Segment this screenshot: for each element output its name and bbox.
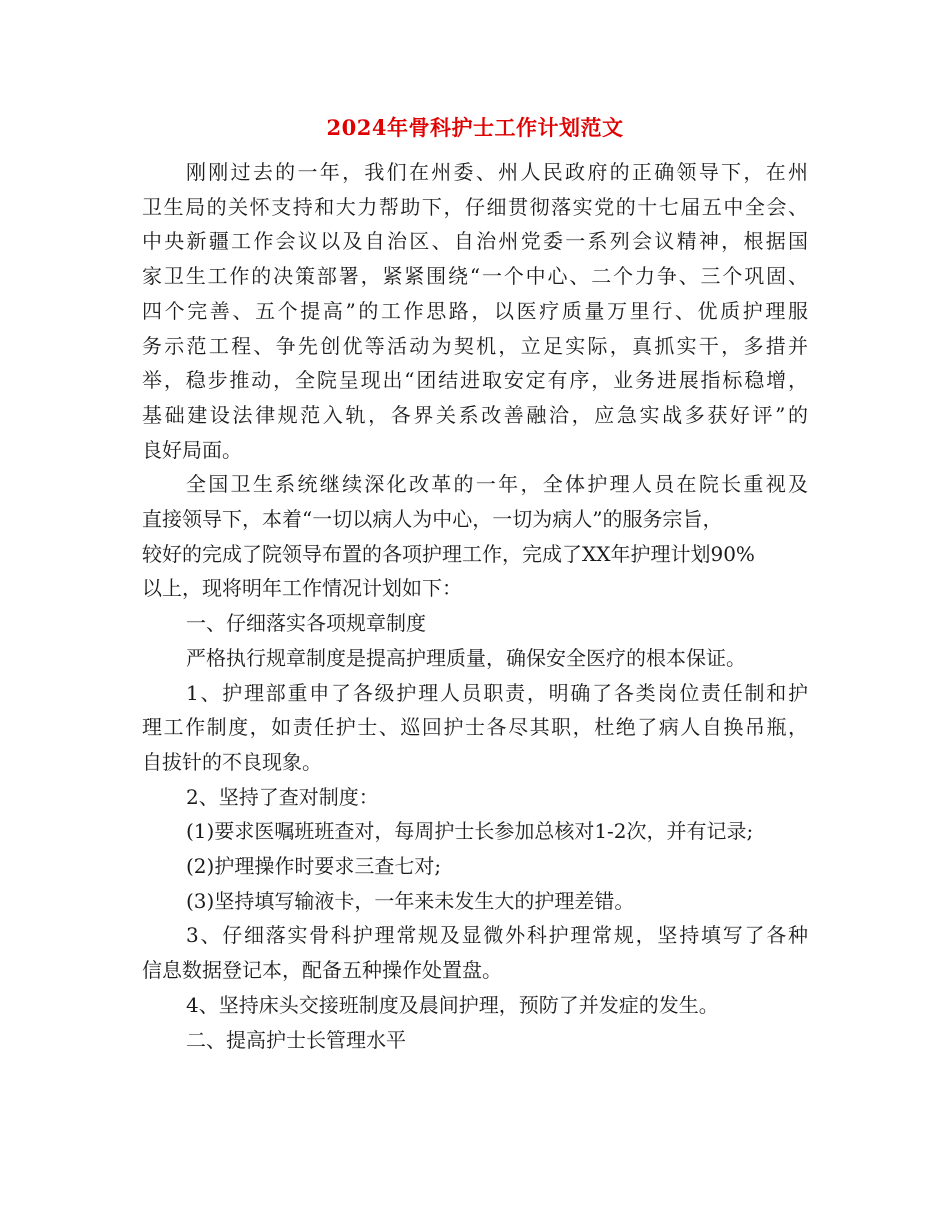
text-line: 务示范工程、争先创优等活动为契机，立足实际，真抓实干，多措并 (142, 333, 808, 358)
text-line: 四个完善、五个提高”的工作思路，以医疗质量万里行、优质护理服 (142, 298, 808, 323)
text-line: 家卫生工作的决策部署，紧紧围绕“一个中心、二个力争、三个巩固、 (142, 264, 808, 289)
text-line: 良好局面。 (142, 437, 242, 462)
text-line: 中央新疆工作会议以及自治区、自治州党委一系列会议精神，根据国 (142, 229, 808, 254)
text-line: 3、仔细落实骨科护理常规及显微外科护理常规，坚持填写了各种 (186, 923, 808, 948)
list-item-2 (142, 780, 808, 815)
text-line: 刚刚过去的一年，我们在州委、州人民政府的正确领导下，在州 (186, 160, 808, 184)
text-line: 以上，现将明年工作情况计划如下： (142, 576, 462, 601)
sub-item-2 (142, 849, 808, 884)
text-line: 理工作制度，如责任护士、巡回护士各尽其职，杜绝了病人自换吊瓶， (142, 715, 808, 740)
paragraph-intro (142, 155, 808, 467)
text-line: 全国卫生系统继续深化改革的一年，全体护理人员在院长重视及 (186, 472, 808, 497)
text-line: 基础建设法律规范入轨，各界关系改善融洽，应急实战多获好评”的 (142, 402, 808, 427)
list-item-1 (142, 676, 808, 780)
section-heading-1 (142, 606, 808, 641)
list-item-4 (142, 988, 808, 1023)
list-item-3 (142, 918, 808, 987)
sub-item-3 (142, 884, 808, 919)
text-line: 举，稳步推动，全院呈现出“团结进取安定有序，业务进展指标稳增， (142, 368, 808, 393)
sub-item-1 (142, 814, 808, 849)
text-line: (3)坚持填写输液卡，一年来未发生大的护理差错。 (186, 888, 635, 913)
text-line: 严格执行规章制度是提高护理质量，确保安全医疗的根本保证。 (186, 645, 746, 670)
document-title: 2024年骨科护士工作计划范文 (326, 115, 624, 140)
text-line: 信息数据登记本，配备五种操作处置盘。 (142, 958, 502, 983)
paragraph-summary (142, 467, 808, 606)
document-body (142, 155, 808, 1057)
text-line: 一、仔细落实各项规章制度 (186, 611, 426, 636)
section-heading-2 (142, 1023, 808, 1058)
text-line: 4、坚持床头交接班制度及晨间护理，预防了并发症的发生。 (186, 992, 719, 1017)
text-line: 2、坚持了查对制度： (186, 784, 379, 809)
text-line: 直接领导下，本着“一切以病人为中心，一切为病人”的服务宗旨， (142, 507, 723, 532)
text-line: 二、提高护士长管理水平 (186, 1027, 406, 1052)
text-line: 自拔针的不良现象。 (142, 749, 322, 774)
text-line: (2)护理操作时要求三查七对; (186, 854, 442, 879)
text-line: 较好的完成了院领导布置的各项护理工作，完成了XX年护理计划90% (142, 541, 755, 566)
text-line: 卫生局的关怀支持和大力帮助下，仔细贯彻落实党的十七届五中全会、 (142, 194, 808, 219)
text-line: 1、护理部重申了各级护理人员职责，明确了各类岗位责任制和护 (186, 680, 808, 705)
paragraph-rules (142, 641, 808, 676)
text-line: (1)要求医嘱班班查对，每周护士长参加总核对1-2次，并有记录; (186, 819, 754, 844)
